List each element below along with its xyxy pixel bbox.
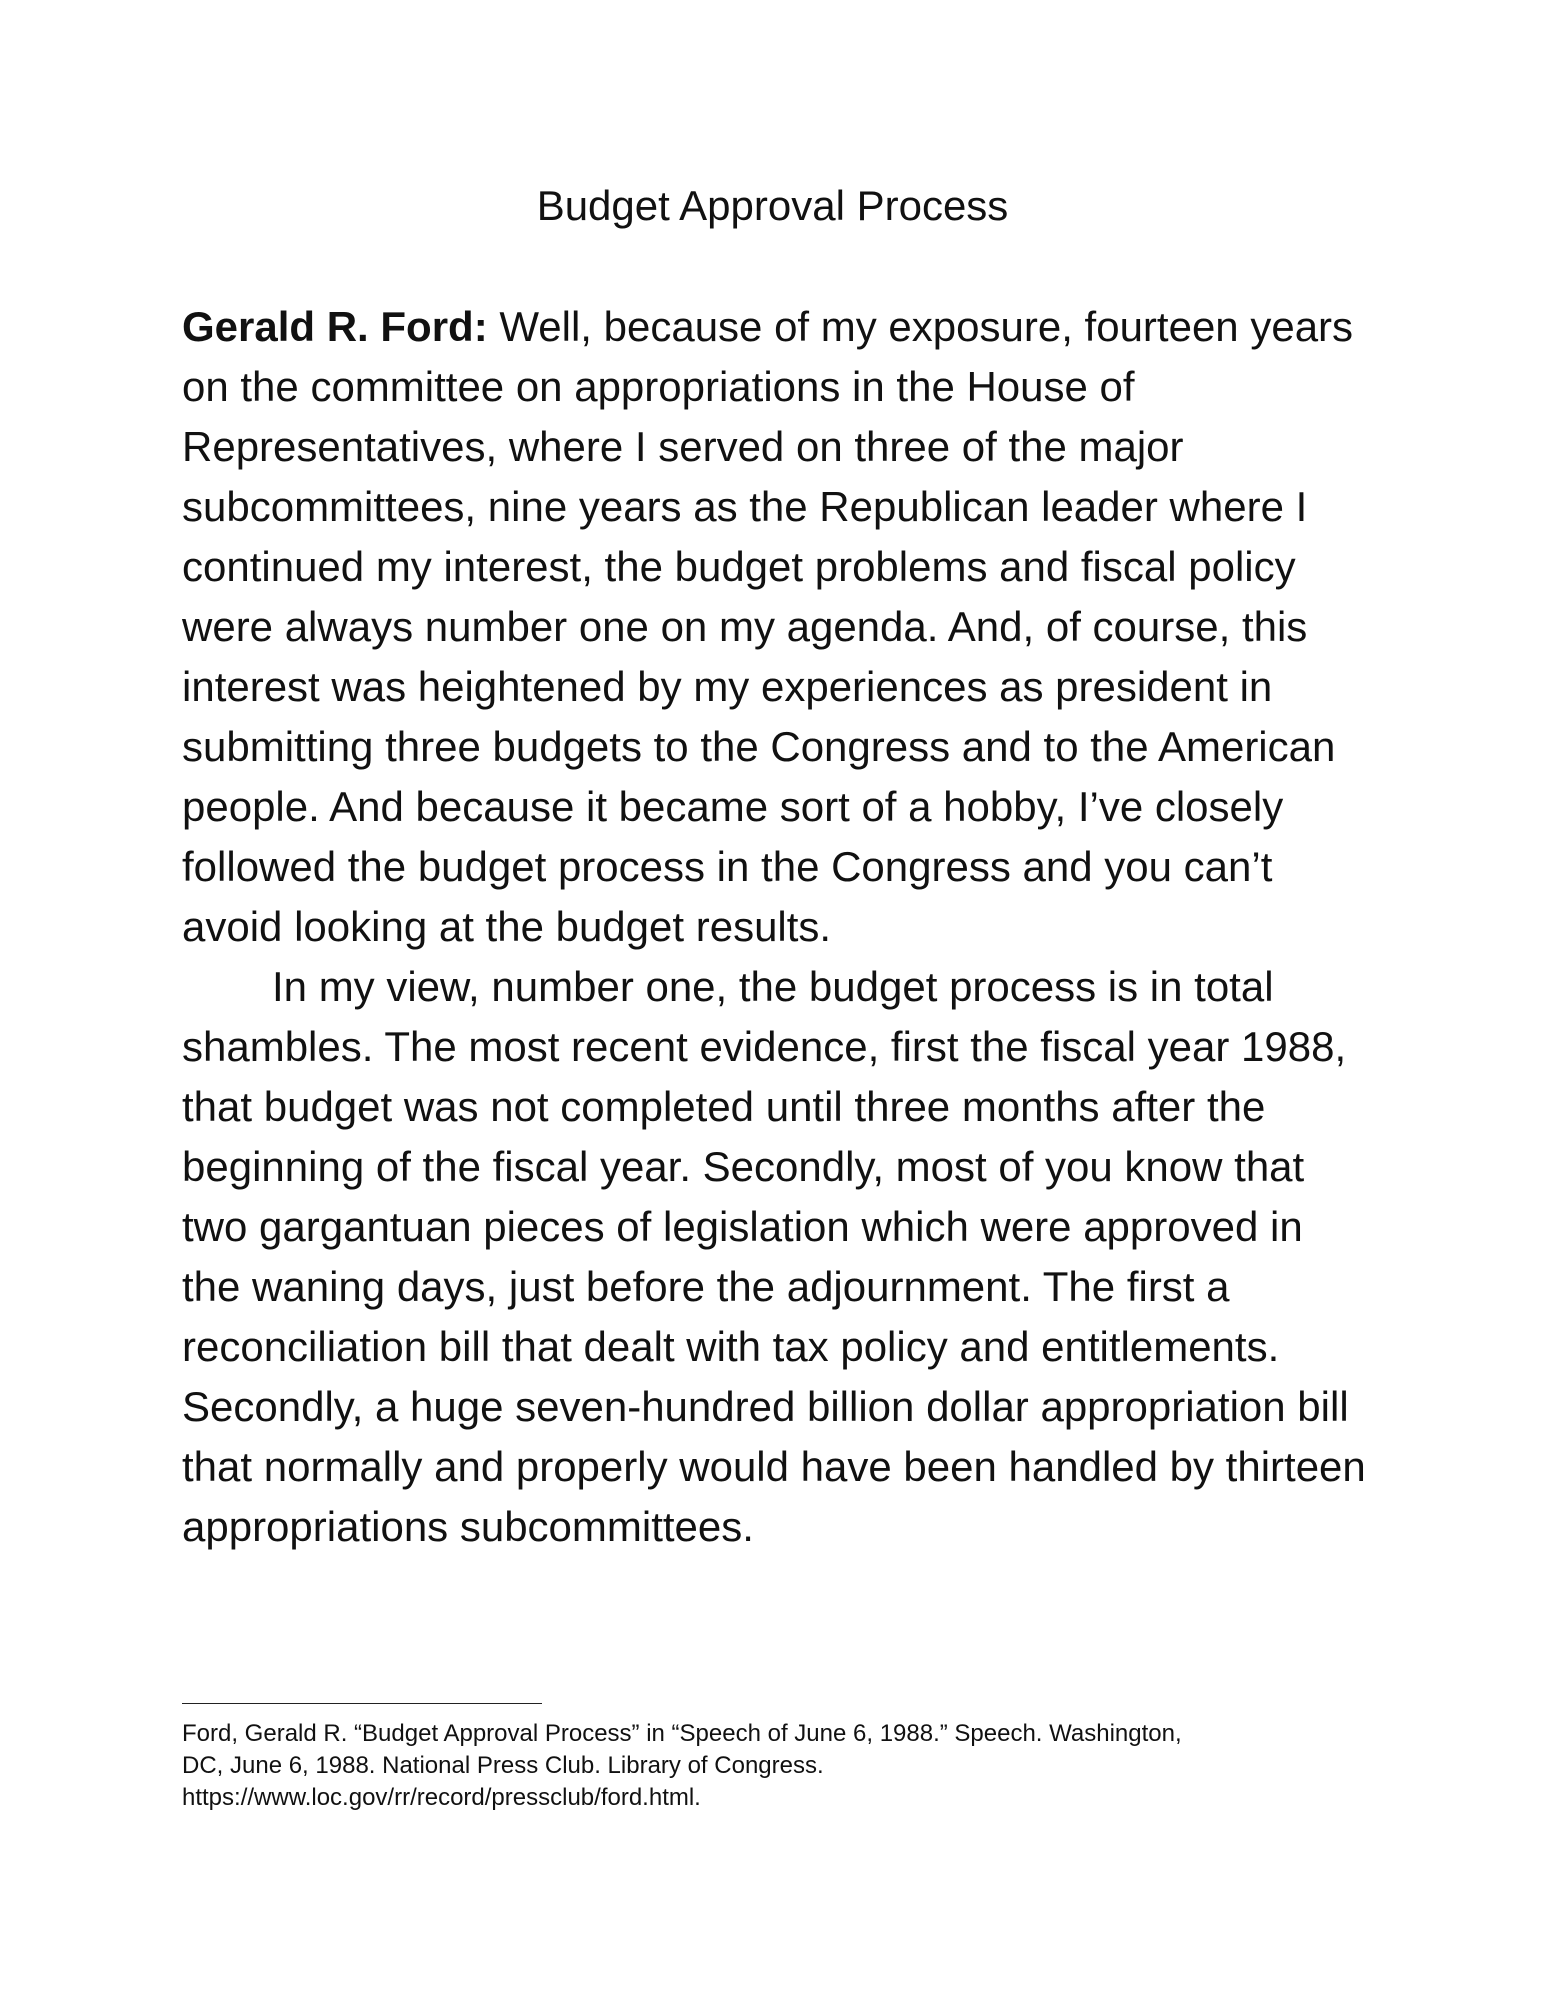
footnote-line-1: Ford, Gerald R. “Budget Approval Process” in “Speech of June 6, 1988.” Speech. Washington, bbox=[182, 1720, 1182, 1747]
footnote bbox=[182, 1718, 1372, 1814]
footnote-divider bbox=[182, 1703, 542, 1704]
footnote-link[interactable]: https://www.loc.gov/rr/record/pressclub/ford.html. bbox=[182, 1784, 701, 1811]
footnote-line-2: DC, June 6, 1988. National Press Club. Library of Congress. bbox=[182, 1752, 824, 1779]
paragraph-1-text: Well, because of my exposure, fourteen years on the committee on appropriations in the House of Representatives, where I served on three of the major subcommittees, nine years as the Republican leader where I continued my interest, the budget problems and fiscal policy were always number one on my agenda. And, of course, this interest was heightened by my experiences as president in submitting three budgets to the Congress and to the American people. And because it became sort of a hobby, I’ve closely followed the budget process in the Congress and you can’t avoid looking at the budget results. bbox=[182, 303, 1354, 950]
paragraph-1 bbox=[182, 297, 1372, 957]
speaker-label: Gerald R. Ford: bbox=[182, 303, 488, 350]
document-body bbox=[182, 297, 1372, 1557]
page-title: Budget Approval Process bbox=[536, 182, 1009, 229]
paragraph-2: In my view, number one, the budget process is in total shambles. The most recent evidence, first the fiscal year 1988, that budget was not completed until three months after the beginning of the fiscal year. Secondly, most of you know that two gargantuan pieces of legislation which were approved in the waning days, just before the adjournment. The first a reconciliation bill that dealt with tax policy and entitlements. Secondly, a huge seven-hundred billion dollar appropriation bill that normally and properly would have been handled by thirteen appropriations subcommittees. bbox=[182, 963, 1366, 1550]
